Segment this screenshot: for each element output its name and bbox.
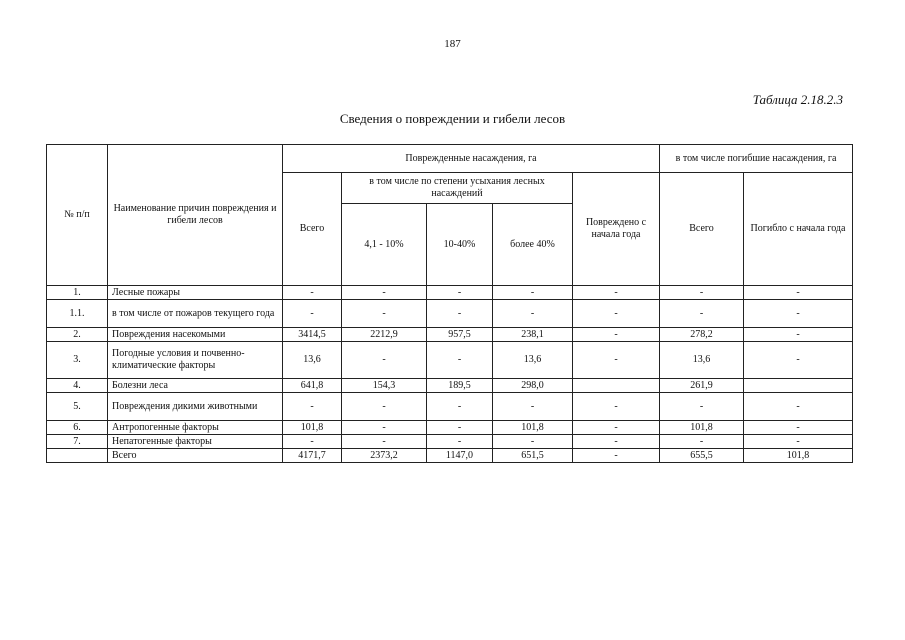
row-name: Всего <box>108 449 283 463</box>
row-drying-mid: - <box>427 286 493 300</box>
row-name: в том числе от пожаров текущего года <box>108 300 283 328</box>
row-drying-low: - <box>342 300 427 328</box>
row-since-year-damaged: - <box>573 342 660 379</box>
row-since-year-dead: - <box>744 300 853 328</box>
row-num: 1. <box>47 286 108 300</box>
table-id: Таблица 2.18.2.3 <box>752 92 843 107</box>
table-row <box>47 393 853 421</box>
table-row <box>47 342 853 379</box>
row-drying-high: 298,0 <box>493 379 573 393</box>
row-drying-low: - <box>342 435 427 449</box>
row-total: 13,6 <box>283 342 342 379</box>
row-dead-total: 278,2 <box>660 328 744 342</box>
row-drying-low: - <box>342 421 427 435</box>
row-dead-total: 13,6 <box>660 342 744 379</box>
row-since-year-dead: - <box>744 421 853 435</box>
row-since-year-dead: - <box>744 328 853 342</box>
row-num: 7. <box>47 435 108 449</box>
row-total: 641,8 <box>283 379 342 393</box>
row-since-year-dead <box>744 379 853 393</box>
row-drying-high: 13,6 <box>493 342 573 379</box>
row-since-year-damaged: - <box>573 286 660 300</box>
row-name: Погодные условия и почвенно-климатические факторы <box>108 342 283 379</box>
row-total: - <box>283 286 342 300</box>
row-drying-mid: - <box>427 393 493 421</box>
row-since-year-damaged: - <box>573 300 660 328</box>
header-drying-high: более 40% <box>493 204 573 286</box>
row-since-year-damaged: - <box>573 421 660 435</box>
row-total: 3414,5 <box>283 328 342 342</box>
row-drying-mid: 189,5 <box>427 379 493 393</box>
row-since-year-damaged: - <box>573 435 660 449</box>
header-num: № п/п <box>47 145 108 286</box>
row-since-year-damaged <box>573 379 660 393</box>
row-num: 2. <box>47 328 108 342</box>
row-dead-total: - <box>660 393 744 421</box>
row-since-year-damaged: - <box>573 393 660 421</box>
row-total: 4171,7 <box>283 449 342 463</box>
row-name: Лесные пожары <box>108 286 283 300</box>
table-total-row <box>47 449 853 463</box>
row-drying-low: - <box>342 342 427 379</box>
row-drying-high: 101,8 <box>493 421 573 435</box>
row-since-year-dead: - <box>744 393 853 421</box>
row-since-year-dead: - <box>744 435 853 449</box>
row-since-year-dead: - <box>744 286 853 300</box>
header-dead-group: в том числе погибшие насаждения, га <box>660 145 853 173</box>
row-drying-mid: - <box>427 435 493 449</box>
row-dead-total: 655,5 <box>660 449 744 463</box>
header-drying-mid: 10-40% <box>427 204 493 286</box>
row-name: Непатогенные факторы <box>108 435 283 449</box>
header-since-year-damaged: Повреждено с начала года <box>573 173 660 286</box>
row-drying-mid: - <box>427 300 493 328</box>
row-num <box>47 449 108 463</box>
forest-damage-table <box>46 144 853 463</box>
header-drying-group: в том числе по степени усыхания лесных насаждений <box>342 173 573 204</box>
row-total: - <box>283 300 342 328</box>
row-num: 5. <box>47 393 108 421</box>
table-row <box>47 379 853 393</box>
row-dead-total: - <box>660 435 744 449</box>
row-num: 6. <box>47 421 108 435</box>
row-drying-high: - <box>493 300 573 328</box>
row-num: 1.1. <box>47 300 108 328</box>
table-row <box>47 300 853 328</box>
row-drying-high: 651,5 <box>493 449 573 463</box>
row-drying-mid: 1147,0 <box>427 449 493 463</box>
row-drying-high: - <box>493 435 573 449</box>
row-drying-mid: 957,5 <box>427 328 493 342</box>
row-drying-low: 2373,2 <box>342 449 427 463</box>
row-since-year-dead: 101,8 <box>744 449 853 463</box>
table-row <box>47 328 853 342</box>
table-title: Сведения о повреждении и гибели лесов <box>339 111 566 126</box>
row-total: 101,8 <box>283 421 342 435</box>
table-row <box>47 421 853 435</box>
row-total: - <box>283 435 342 449</box>
row-drying-high: - <box>493 286 573 300</box>
table-row <box>47 286 853 300</box>
row-name: Антропогенные факторы <box>108 421 283 435</box>
row-drying-mid: - <box>427 421 493 435</box>
row-dead-total: - <box>660 300 744 328</box>
page-number: 187 <box>444 38 461 50</box>
row-since-year-damaged: - <box>573 328 660 342</box>
row-drying-low: - <box>342 393 427 421</box>
row-name: Повреждения дикими животными <box>108 393 283 421</box>
row-num: 4. <box>47 379 108 393</box>
row-name: Повреждения насекомыми <box>108 328 283 342</box>
header-since-year-dead: Погибло с начала года <box>744 173 853 286</box>
row-drying-high: 238,1 <box>493 328 573 342</box>
row-num: 3. <box>47 342 108 379</box>
row-dead-total: 101,8 <box>660 421 744 435</box>
row-dead-total: - <box>660 286 744 300</box>
header-drying-low: 4,1 - 10% <box>342 204 427 286</box>
header-damaged-group: Поврежденные насаждения, га <box>283 145 660 173</box>
row-drying-low: 154,3 <box>342 379 427 393</box>
row-drying-mid: - <box>427 342 493 379</box>
row-drying-low: - <box>342 286 427 300</box>
header-total: Всего <box>283 173 342 286</box>
header-name: Наименование причин повреждения и гибели лесов <box>108 145 283 286</box>
row-total: - <box>283 393 342 421</box>
table-row <box>47 435 853 449</box>
row-since-year-damaged: - <box>573 449 660 463</box>
row-drying-low: 2212,9 <box>342 328 427 342</box>
row-name: Болезни леса <box>108 379 283 393</box>
header-dead-total: Всего <box>660 173 744 286</box>
row-since-year-dead: - <box>744 342 853 379</box>
row-drying-high: - <box>493 393 573 421</box>
row-dead-total: 261,9 <box>660 379 744 393</box>
